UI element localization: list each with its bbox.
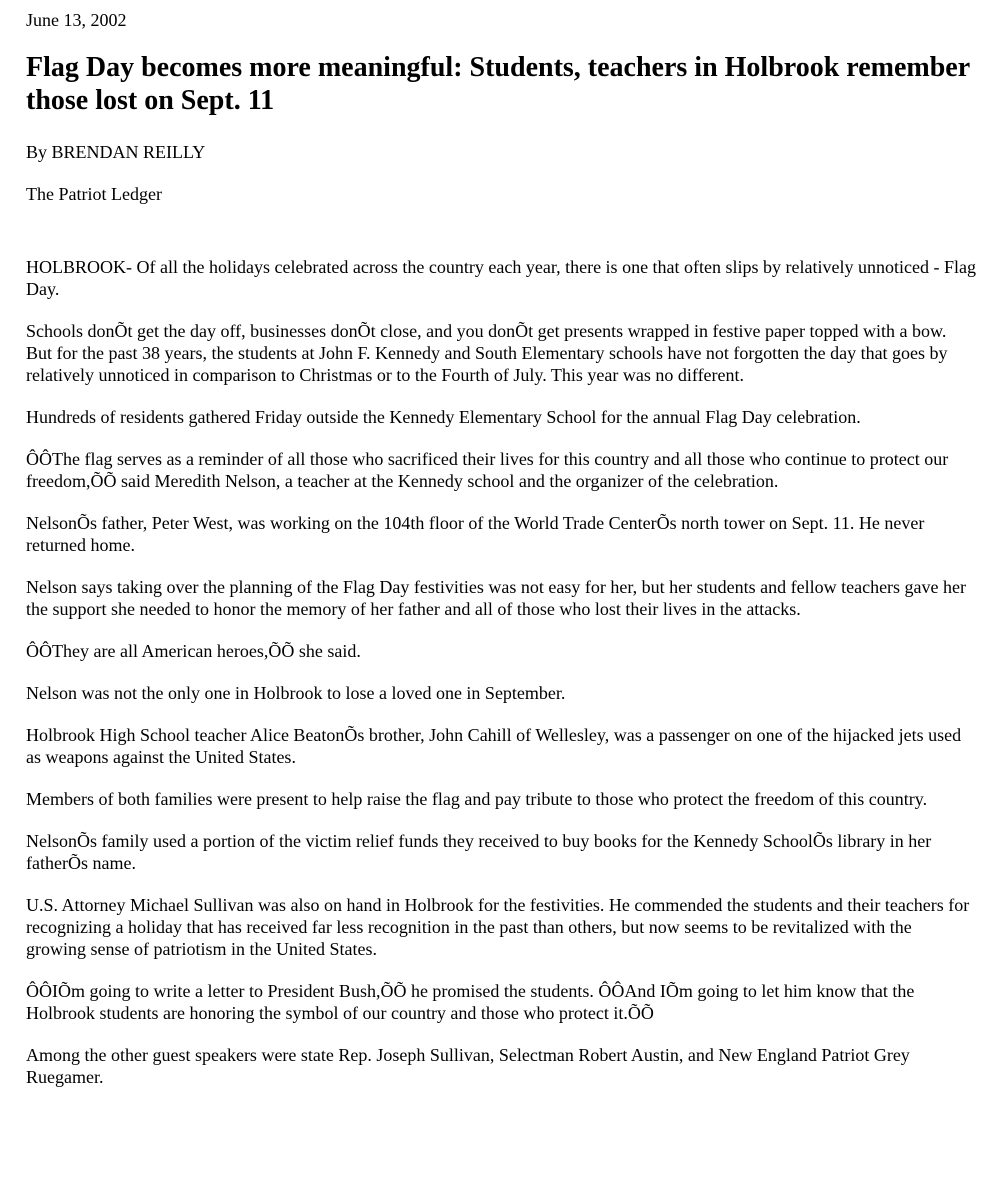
article-paragraph: U.S. Attorney Michael Sullivan was also on hand in Holbrook for the festivities. He commended the students and their teachers for recognizing a holiday that has received far less recognition in the past than others, but now seems to be revitalized with the growing sense of patriotism in the United States. xyxy=(26,895,970,959)
article-paragraph: Nelson was not the only one in Holbrook to lose a loved one in September. xyxy=(26,683,566,703)
article-paragraph: Holbrook High School teacher Alice BeatonÕs brother, John Cahill of Wellesley, was a passenger on one of the hijacked jets used as weapons against the United States. xyxy=(26,725,962,767)
article-paragraph: NelsonÕs family used a portion of the victim relief funds they received to buy books for the Kennedy SchoolÕs library in her fatherÕs name. xyxy=(26,831,932,873)
article-paragraph: Members of both families were present to help raise the flag and pay tribute to those who protect the freedom of this country. xyxy=(26,789,928,809)
article-paragraph: ÔÔThe flag serves as a reminder of all those who sacrificed their lives for this country and all those who continue to protect our freedom,ÕÕ said Meredith Nelson, a teacher at the Kennedy school and the organizer of the celebration. xyxy=(26,449,949,491)
article-paragraph: HOLBROOK- Of all the holidays celebrated across the country each year, there is one that often slips by relatively unnoticed - Flag Day. xyxy=(26,257,976,299)
article-paragraph: Nelson says taking over the planning of the Flag Day festivities was not easy for her, but her students and fellow teachers gave her the support she needed to honor the memory of her father and all of those who lost their lives in the attacks. xyxy=(26,577,967,619)
article-byline: By BRENDAN REILLY xyxy=(26,142,206,162)
article-source: The Patriot Ledger xyxy=(26,184,162,204)
article-paragraph: ÔÔIÕm going to write a letter to President Bush,ÕÕ he promised the students. ÔÔAnd IÕm going to let him know that the Holbrook students are honoring the symbol of our country and those who protect it.ÕÕ xyxy=(26,981,915,1023)
article-paragraph: Hundreds of residents gathered Friday outside the Kennedy Elementary School for the annual Flag Day celebration. xyxy=(26,407,861,427)
article-headline: Flag Day becomes more meaningful: Students, teachers in Holbrook remember those lost on Sept. 11 xyxy=(26,52,970,116)
article-body xyxy=(26,256,976,1088)
article-paragraph: Schools donÕt get the day off, businesses donÕt close, and you donÕt get presents wrapped in festive paper topped with a bow. But for the past 38 years, the students at John F. Kennedy and South Elementary schools have not forgotten the day that goes by relatively unnoticed in comparison to Christmas or to the Fourth of July. This year was no different. xyxy=(26,321,948,385)
article-paragraph: ÔÔThey are all American heroes,ÕÕ she said. xyxy=(26,641,361,661)
article-paragraph: NelsonÕs father, Peter West, was working on the 104th floor of the World Trade CenterÕs north tower on Sept. 11. He never returned home. xyxy=(26,513,925,555)
article-paragraph: Among the other guest speakers were state Rep. Joseph Sullivan, Selectman Robert Austin, and New England Patriot Grey Ruegamer. xyxy=(26,1045,910,1087)
article-date: June 13, 2002 xyxy=(26,10,127,30)
